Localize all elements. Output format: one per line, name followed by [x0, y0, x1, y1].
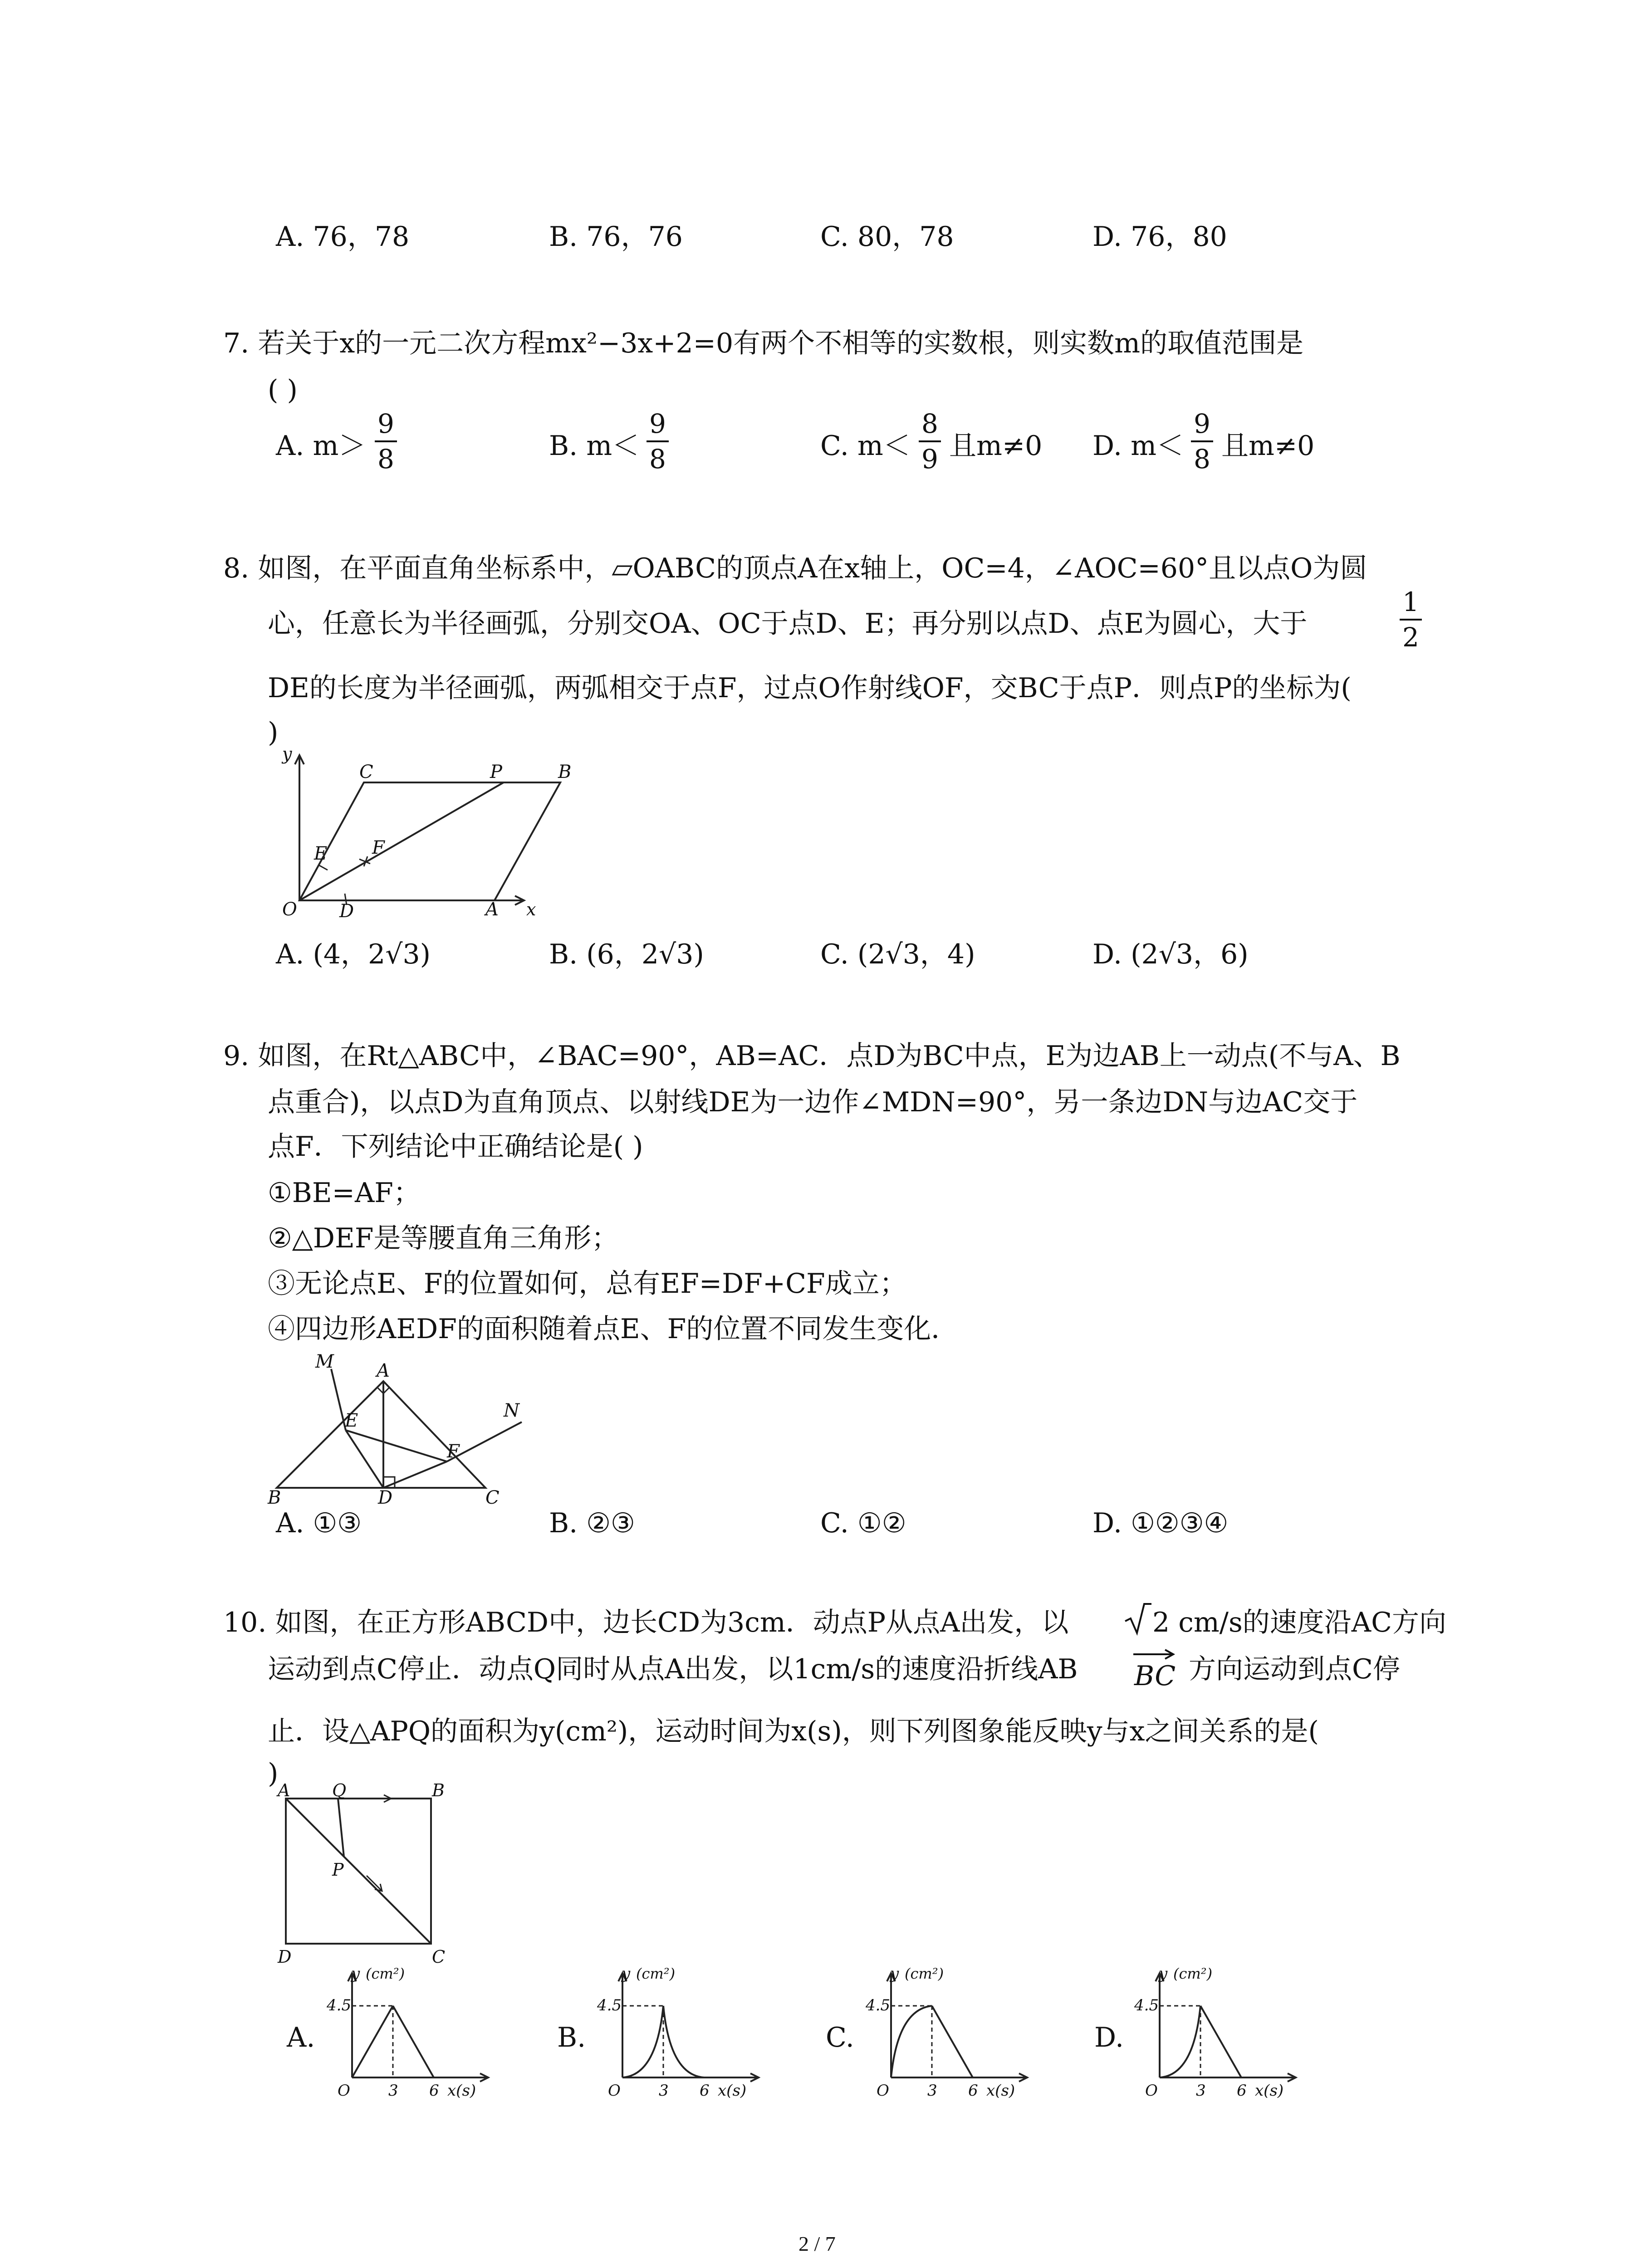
q9-question-line1: 9. 如图，在Rt△ABC中，∠BAC=90°，AB=AC．点D为BC中点，E为边AB上一动点(不与A、B — [223, 1040, 1401, 1072]
svg-text:O: O — [877, 2082, 889, 2100]
svg-text:y: y — [622, 1965, 631, 1983]
svg-text:y: y — [351, 1965, 360, 1983]
q9-option-d: D. ①②③④ — [1092, 1507, 1229, 1539]
q9-question-line3: 点F．下列结论中正确结论是( ) — [268, 1131, 643, 1163]
svg-text:3: 3 — [1196, 2082, 1206, 2100]
q7-option-b: B. m＜ — [549, 430, 640, 462]
svg-text:(cm²): (cm²) — [636, 1965, 676, 1982]
q10-graph-a-letter: A. — [287, 2022, 315, 2053]
q9-triangle-figure — [259, 1343, 576, 1524]
q10-graph-b — [595, 1965, 777, 2114]
page-number: 2 / 7 — [798, 2232, 836, 2255]
q9-fig-label-n: N — [504, 1400, 519, 1421]
q10-fig-label-q: Q — [332, 1780, 347, 1800]
q7-option-c-fraction: $\frac{8}{9}$ — [919, 411, 941, 472]
svg-text:(cm²): (cm²) — [1173, 1965, 1213, 1982]
q9-item-1: ①BE=AF； — [268, 1177, 421, 1209]
sqrt-radical-icon — [1124, 1602, 1151, 1634]
q8-fig-label-b: B — [558, 762, 572, 782]
q10-graph-c — [864, 1965, 1045, 2114]
q8-question-line1: 8. 如图，在平面直角坐标系中，▱OABC的顶点A在x轴上，OC=4，∠AOC=60°且以点O为圆 — [223, 552, 1367, 584]
q6-option-b: B. 76，76 — [549, 221, 683, 253]
svg-text:6: 6 — [1237, 2082, 1247, 2100]
q9-fig-label-f: F — [447, 1441, 460, 1462]
q7-option-d-fraction: $\frac{9}{8}$ — [1191, 411, 1213, 472]
q9-fig-label-a: A — [377, 1360, 390, 1381]
q10-square-figure — [272, 1780, 481, 1975]
svg-text:3: 3 — [659, 2082, 669, 2100]
q10-question-line4: ) — [268, 1758, 279, 1789]
q8-half-fraction: $\frac{1}{2}$ — [1400, 589, 1422, 650]
q7-option-d-suffix: 且m≠0 — [1221, 430, 1315, 462]
q9-item-4: ④四边形AEDF的面积随着点E、F的位置不同发生变化． — [268, 1313, 959, 1345]
q9-fig-label-c: C — [485, 1487, 500, 1508]
q9-fig-label-d: D — [378, 1487, 393, 1508]
q10-fig-label-b: B — [432, 1780, 445, 1800]
q7-option-c: C. m＜ — [820, 430, 911, 462]
svg-text:4.5: 4.5 — [327, 1996, 352, 2014]
svg-text:y: y — [1159, 1965, 1168, 1983]
q8-option-a: A. (4，2√3) — [276, 938, 431, 970]
svg-text:x(s): x(s) — [986, 2082, 1015, 2100]
svg-text:6: 6 — [700, 2082, 710, 2100]
svg-text:O: O — [338, 2082, 350, 2100]
q8-question-line2: 心，任意长为半径画弧，分别交OA、OC于点D、E；再分别以点D、点E为圆心，大于 — [268, 608, 1308, 640]
q8-fig-label-x: x — [526, 899, 536, 919]
q8-question-line4: ) — [268, 717, 279, 748]
svg-text:3: 3 — [927, 2082, 937, 2100]
q9-option-a: A. ①③ — [276, 1507, 362, 1539]
q10-graph-a — [325, 1965, 506, 2114]
q8-fig-label-c: C — [359, 762, 373, 782]
q6-option-d: D. 76，80 — [1092, 221, 1227, 253]
svg-text:3: 3 — [388, 2082, 398, 2100]
q10-question-line1b: 2 cm/s的速度沿AC方向 — [1152, 1607, 1446, 1638]
svg-text:6: 6 — [429, 2082, 439, 2100]
q9-option-b: B. ②③ — [549, 1507, 635, 1539]
vector-arrow-icon — [1132, 1647, 1176, 1661]
q10-graph-b-letter: B. — [557, 2022, 586, 2053]
q8-option-c: C. (2√3，4) — [820, 938, 975, 970]
svg-text:(cm²): (cm²) — [366, 1965, 405, 1982]
q10-fig-label-a: A — [278, 1780, 290, 1800]
svg-text:4.5: 4.5 — [597, 1996, 622, 2014]
svg-text:x(s): x(s) — [447, 2082, 476, 2100]
q10-question-line1a: 10. 如图，在正方形ABCD中，边长CD为3cm．动点P从点A出发，以 — [223, 1607, 1069, 1638]
q10-graph-d — [1132, 1965, 1314, 2114]
q7-question-line1: 7. 若关于x的一元二次方程mx²−3x+2=0有两个不相等的实数根，则实数m的取值范围是 — [223, 327, 1304, 359]
q10-question-line3: 止．设△APQ的面积为y(cm²)，运动时间为x(s)，则下列图象能反映y与x之间关系的是( — [268, 1716, 1319, 1747]
q8-fig-label-y: y — [282, 744, 292, 764]
q10-fig-label-d: D — [278, 1947, 292, 1967]
q8-question-line3: DE的长度为半径画弧，两弧相交于点F，过点O作射线OF，交BC于点P．则点P的坐标为( — [268, 672, 1352, 704]
q9-fig-label-m: M — [315, 1351, 334, 1372]
q8-fig-label-p: P — [490, 762, 502, 782]
q10-graph-d-letter: D. — [1094, 2022, 1124, 2053]
q10-fig-label-p: P — [332, 1860, 344, 1880]
q10-graph-c-letter: C. — [826, 2022, 854, 2053]
q10-question-line2b: 方向运动到点C停 — [1189, 1653, 1400, 1685]
q7-option-a — [276, 430, 366, 462]
q9-item-3: ③无论点E、F的位置如何，总有EF=DF+CF成立； — [268, 1268, 907, 1300]
q8-fig-label-e: E — [314, 843, 328, 864]
svg-text:x(s): x(s) — [718, 2082, 747, 2100]
q8-parallelogram-figure — [259, 744, 576, 925]
q10-vector-bc — [1134, 1662, 1176, 1690]
q7-question-line2: ( ) — [268, 374, 298, 406]
q10-fig-label-c: C — [432, 1947, 446, 1967]
q7-option-b-fraction: $\frac{9}{8}$ — [647, 411, 669, 472]
q8-fig-label-o: O — [282, 899, 297, 920]
svg-text:O: O — [1145, 2082, 1158, 2100]
q6-option-a: A. 76，78 — [276, 221, 410, 253]
q8-option-b: B. (6，2√3) — [549, 938, 704, 970]
q9-question-line2: 点重合)，以点D为直角顶点、以射线DE为一边作∠MDN=90°，另一条边DN与边AC交于 — [268, 1086, 1358, 1118]
q8-fig-label-f: F — [372, 837, 385, 858]
svg-text:6: 6 — [968, 2082, 978, 2100]
q8-option-d: D. (2√3，6) — [1092, 938, 1249, 970]
q9-option-c: C. ①② — [820, 1507, 906, 1539]
svg-text:(cm²): (cm²) — [905, 1965, 944, 1982]
q10-question-line2a: 运动到点C停止．动点Q同时从点A出发，以1cm/s的速度沿折线AB — [268, 1653, 1078, 1685]
q8-fig-label-d: D — [339, 901, 354, 922]
q9-fig-label-e: E — [345, 1410, 358, 1431]
q7-option-d: D. m＜ — [1092, 430, 1184, 462]
q10-vector-bc-label: BC — [1134, 1660, 1176, 1692]
q7-option-a-text: A. m＞ — [276, 430, 366, 462]
svg-text:4.5: 4.5 — [866, 1996, 891, 2014]
q6-option-c: C. 80，78 — [820, 221, 954, 253]
q9-fig-label-b: B — [268, 1487, 281, 1508]
q8-fig-label-a: A — [485, 899, 499, 920]
q7-option-a-fraction: $\frac{9}{8}$ — [375, 411, 397, 472]
svg-text:x(s): x(s) — [1255, 2082, 1284, 2100]
q9-item-2: ②△DEF是等腰直角三角形； — [268, 1222, 619, 1254]
svg-text:4.5: 4.5 — [1134, 1996, 1159, 2014]
svg-text:y: y — [890, 1965, 899, 1983]
q7-option-c-suffix: 且m≠0 — [949, 430, 1043, 462]
svg-text:O: O — [608, 2082, 621, 2100]
